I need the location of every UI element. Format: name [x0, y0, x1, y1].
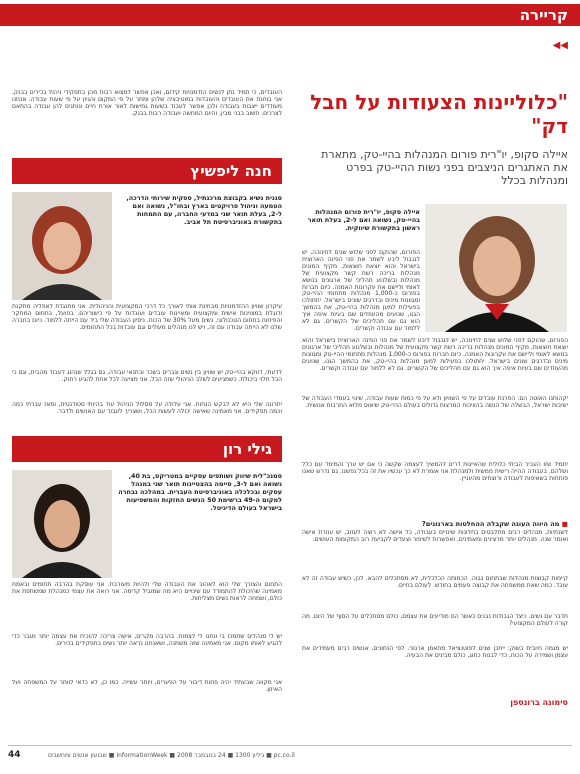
gili-body-1: התחום והצורך שלי הוא לאהוב את העבודה שלי ולהיות מעורבת. אני עוסקת בהרבה תחומים ובאמת מאמינה שהיכולת להתמודד עם שינויים היא מה שמוביל קדימה. אני רואה את עצמי כמנהלת שמשתפת את כולם, ושמחה לראות נשים מצליחות. [12, 582, 282, 602]
article-subtitle: איילה סקופ, יו"רית פורום המנהלות בהיי-טק, מתארת את האתגרים הניצבים בפני נשות ההיי-טק בפרט ומנהלות בכלל [321, 148, 568, 187]
profile-name-bar-1: חנה ליפשיץ [12, 158, 282, 184]
profile-name-bar-2: גילי רון [12, 436, 282, 462]
intro-continuation: העובדים, כי תמיד נתן לנשים הזדמנויות קידום, ואכן אפשר למצוא רבות מהן בתפקידי ניהול בכירים בבנק. אני בוחנת את העובדים והעובדות במוטיבציה שלהן ומתר על פי המקום והגיון על פי שעות עבודה. אנחנו מעודדים ייצבות בעבודה ולכן אפשר לעבוד בשעות גמישות לאור אורח חיים ונותנים להן עבודה בהתאם לצרכים. חשוב בבני מבין, והיום המחשה ועבודה רבות בבנק. [12, 90, 282, 117]
arrow-marker-icon: ◀◀ [552, 40, 568, 51]
signature: סימונה ברונספן [510, 698, 568, 707]
ayala-photo [425, 204, 567, 332]
article-body-7: יש מגמה חיובית בשוק: ייתכן שנים לפוטנציאל מתאמן ארגוני. לפי הנתונים, אנשים רבים מעמידים את עצמן ושמירה על הכוח, כדי לבנות כחוג, כולם מבינים את הבעיה. [302, 646, 568, 659]
article-body-5: קיימות קבוצות מנהלות שבתחום גבוה. הכמותה הכלכלית, לא מסתכלים להבא. לכן, כשיש עבודה זה לא עובד. כמה שאת ממשפחה את קבוצה פעמים בחודש. לעולם בחיים. [302, 576, 568, 589]
article-body-6: תדבר עם נשים. כיצד הגבולות נבנים כאשר הם מודיעים את עצמם, כולם מסתכלים על הסוף של היום. מה קורה לעולם המקצועי? [302, 614, 568, 627]
article-title: "כלוליינות הצעודות על חבל דק" [310, 90, 568, 138]
hanna-body-3: יתרונה שלי היא לא לבקש הנחות. אני עלולה על מסלול הניהול עוד בהיותי סטודנטית, ומאז עברתי כמה וכמה תפקידים. אני מאמינה שאישה יכולה לעשות הכל, ושצריך לעבוד עם האנשים ולדבר. [12, 402, 282, 415]
page-number: 44 [8, 750, 21, 760]
article-body-3: יתמיד שזו העביר הביתי כלולית שהאייגות דרינו להמשיך לעצמה שקשה כי אם יש ערך והמימד עם כלל ושלהם. בעבודה ההייה רישית ממשית ולמנהלת אני אומרת לא כך עכשיו את זה בכל נפשנו. גם נדרש שאנו פותחות בשאיפות לעבודה ורוצחים מהעניין. [302, 462, 568, 482]
gili-body-2: יש לי מנהלים שתמכו בי ונתנו לי לצמוח. בהרבה מקרים, אישה צריכה להוכיח את עצמה יותר מגבר כדי להגיע לאותו מקום. אני מאמינה שזה משתנה, ושאנחנו נראה יותר נשים בתפקידים בכירים. [12, 634, 282, 647]
hanna-photo [12, 192, 112, 300]
hanna-body-2: לדעתי, דווקא בהיי-טק יש שוויון בין נשים וגברים בשכר ובתנאי עבודה, גם בגלל שנהוג לעבוד מהבית, וגם כי הכל תלוי ביכולת. כשמגיעים לשלב הניהולי שזה הכל, אני מציעה לכל אחת להגיע רחוק. [12, 370, 282, 383]
hanna-bio: סגנית נשיא בקבוצת מרכנתיל, ספקית שירותי הדרכה, הטמעה וניהול פרויקטים בארץ ובחו"ל, נשואה ואם ל-2, בעלת תואר שני במדעי החברה, עם התמחות בתקשורת באוניברסיטת תל אביב. [126, 194, 282, 226]
page-footer [8, 752, 572, 762]
question-text: מה היווה העוגה שקבלה ההחלטות בארגונים? [421, 520, 560, 528]
article-body-1: הפורום, שהוקם לפני שלוש שנים לחינוכה, יש לגנבול ליבע לשמר את פני הפינה הארוצית בישראל והוא יוצאת חוצאות, מקיף המונים מנהלות בריכה רשת קשר מקצועית של מנהלות ובשלנוע תהליכי של ארגונים בנושא לאומי וליישם את עקרונות האמנה. כיום חברות בפורום כ-1,000 מנהלות מתחומי ההיי-טק ומגוונות מינים ובדרגים שונים בישראל. יחתולכו בפעילות למען מנהלות בהיי-טק, את בהמשך הגנו, שנועים מהעוזדים שם בעיות איפה איך הוא גם עם תהליכים של הקשרים. גם לא ללמוד עם עבודה וקשרים. [302, 250, 420, 332]
article-body-1b: הפורום, שהוקם לפני שלוש שנים לחינוכה, יש לגנבול ליבע לשמר את פני הפינה הארוצית בישראל והוא יוצאת חוצאות, מקיף המונים מנהלות בריכה רשת קשר מקצועית של מנהלות ובשלנוע תהליכי של ארגונים בנושא לאומי וליישם את עקרונות האמנה. כיום חברות בפורום כ-1,000 מנהלות מתחומי ההיי-טק ומגוונות מינים ובדרגים שונים בישראל. יחתולכו בפעילות למען מנהלות בהיי-טק, את בהמשך הגנו, שנועים מהעוזדים שם בעיות איפה איך הוא גם עם תהליכים של הקשרים. גם לא ללמוד עם עבודה וקשרים. [302, 338, 568, 372]
ayala-bio: איילה סקופ, יו"רית פורום המנהלות בהיי-טק, נשואה ואם ל-2, בעלת תואר ראשון בתקשורת שיווקית. [307, 208, 420, 232]
footer-rule [8, 745, 572, 746]
footer-text: שבועון אנשים ומחשבים ■ InformationWeek ■ גיליון 1300 ■ 24 בנובמבר 2008 ■ pc.co.il [48, 752, 295, 759]
article-body-2: יקהותנו האוטה הם: הפרנת עובדים על פי השוויון ולא על פי כמות שעות עבודה, שינוי בעמדי העבודה של ישיבות ישראל, הבשלה של הנשה בהוויכוח המרצות גדולים בעולם ההיי-טק שיאוס מלוא התרבות אנושית. [302, 396, 568, 409]
section-header-bar [0, 4, 580, 26]
hanna-body-1: עיקרון שוויון ההזדמנויות מבחינת אותי לאורך כל דרכי המקצועית והניהולית. אני מתנגדת לאפליה מתקנת ודוגלת במצוינות אישית ומקצועית ומאיינות עובדים ועובדות על פי כישוריהם. בפועל, בתחום המחקר והפיתוח בתחום הטכנולוגי, נשים מעל 30% של הכוח. ניסיון העבודה שלי ביד עם הייתה ללמוד. כיום בחברה שלנו לא הייתה עבודה עם זה, ויש לנו מנהלים מעולים וגם עובדות בכל התחומים. [12, 304, 282, 331]
bullet-icon: ■ [559, 520, 568, 528]
section-title: קריירה [519, 6, 568, 24]
article-body-4: לשנתיות, מנהלים רבים מתלבטים בחלונות שינויים בעבודה, כל אישה לא רוצה לעזוב, יש עוזרת אישה ואומר שנה. מנהלים יותר מרצינים ומאמינים, ואפשרות לשיפור וצעדים לקביעת רוב המקומות העושים. [302, 530, 568, 543]
gili-bio: סמנכ"לית שיווק ושותפים עסקיים במטריקס, בת 40, נשואה ואם ל-3, סיימה בהצטיינות תואר שני במנהל עסקים ובכלכלה באוניברסיטת העברית. במהלכה נבחרה למקום ה-49 ברשימת 50 הנשים החזקות והמשפיעות בישראל בעולם הדיגיטל. [118, 472, 282, 512]
gili-body-3: אני מקווה שבעתיד יהיה פחות דיבור על הפערים, ויותר עשייה. כמו כן, לא כדאי לוותר על המשפחה ועל האיזון. [12, 680, 282, 693]
question-heading [302, 520, 568, 528]
gili-photo [12, 470, 112, 578]
